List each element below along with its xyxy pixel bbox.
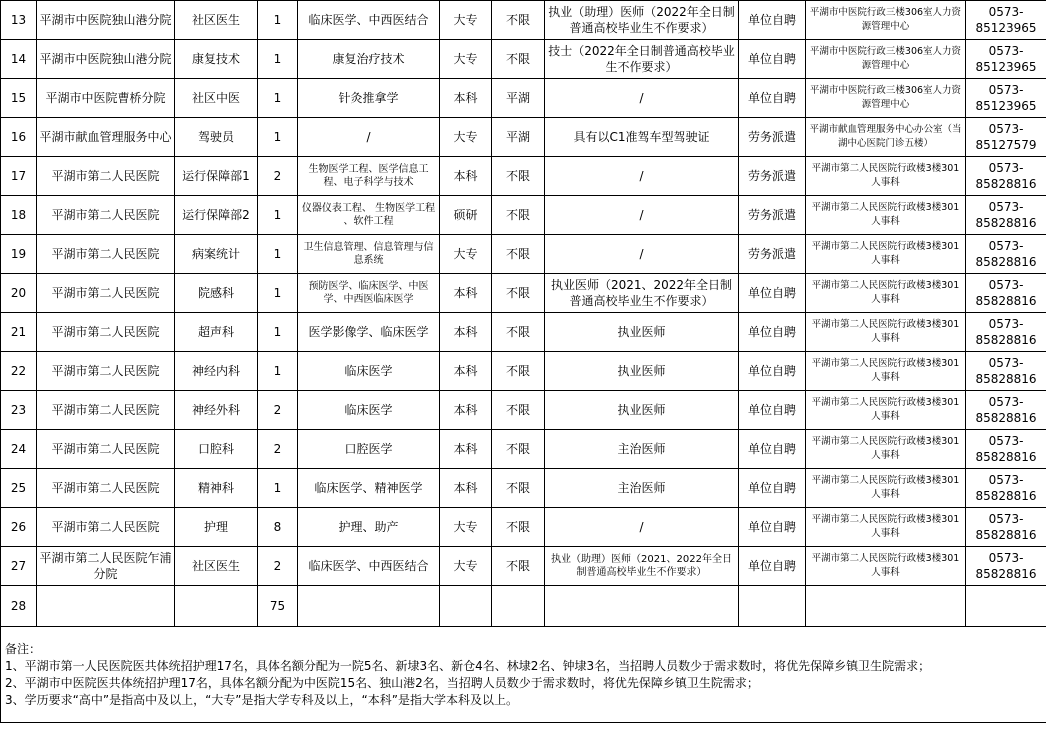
- cell-education: 本科: [440, 469, 492, 508]
- total-empty-cell: [806, 586, 966, 627]
- note-line3: 3、学历要求“高中”是指高中及以上，“大专”是指大学专科及以上，“本科”是指大学本科及以上。: [5, 693, 518, 707]
- cell-recruit-method: 劳务派遣: [739, 196, 806, 235]
- cell-unit: 平湖市中医院独山港分院: [37, 1, 175, 40]
- cell-hukou: 不限: [492, 430, 545, 469]
- cell-hukou: 平湖: [492, 118, 545, 157]
- cell-no: 15: [1, 79, 37, 118]
- cell-hukou: 不限: [492, 547, 545, 586]
- cell-major: 预防医学、临床医学、中医学、中西医临床医学: [298, 274, 440, 313]
- cell-phone: 0573-85123965: [966, 79, 1046, 118]
- cell-post: 康复技术: [175, 40, 258, 79]
- cell-other-requirements: /: [545, 157, 739, 196]
- cell-post: 院感科: [175, 274, 258, 313]
- cell-post: 驾驶员: [175, 118, 258, 157]
- cell-other-requirements: 执业（助理）医师（2022年全日制普通高校毕业生不作要求）: [545, 1, 739, 40]
- cell-major: 口腔医学: [298, 430, 440, 469]
- cell-recruit-method: 单位自聘: [739, 40, 806, 79]
- cell-recruit-method: 单位自聘: [739, 508, 806, 547]
- cell-phone: 0573-85127579: [966, 118, 1046, 157]
- cell-contact-address: 平湖市第二人民医院行政楼3楼301人事科: [806, 547, 966, 586]
- cell-hukou: 不限: [492, 508, 545, 547]
- cell-major: 卫生信息管理、信息管理与信息系统: [298, 235, 440, 274]
- cell-hukou: 不限: [492, 1, 545, 40]
- cell-count: 1: [258, 79, 298, 118]
- cell-post: 护理: [175, 508, 258, 547]
- table-row: [1, 235, 1046, 274]
- cell-other-requirements: /: [545, 196, 739, 235]
- cell-major: 护理、助产: [298, 508, 440, 547]
- cell-contact-address: 平湖市中医院行政三楼306室人力资源管理中心: [806, 1, 966, 40]
- total-count: 75: [258, 586, 298, 627]
- cell-no: 16: [1, 118, 37, 157]
- cell-contact-address: 平湖市第二人民医院行政楼3楼301人事科: [806, 274, 966, 313]
- cell-contact-address: 平湖市献血管理服务中心办公室（当湖中心医院门诊五楼）: [806, 118, 966, 157]
- notes-cell: [1, 627, 1046, 723]
- table-row: [1, 1, 1046, 40]
- cell-no: 17: [1, 157, 37, 196]
- cell-phone: 0573-85828816: [966, 352, 1046, 391]
- cell-education: 大专: [440, 118, 492, 157]
- cell-other-requirements: /: [545, 235, 739, 274]
- cell-contact-address: 平湖市第二人民医院行政楼3楼301人事科: [806, 157, 966, 196]
- cell-unit: 平湖市第二人民医院乍浦分院: [37, 547, 175, 586]
- cell-contact-address: 平湖市中医院行政三楼306室人力资源管理中心: [806, 40, 966, 79]
- cell-post: 运行保障部1: [175, 157, 258, 196]
- cell-contact-address: 平湖市中医院行政三楼306室人力资源管理中心: [806, 79, 966, 118]
- cell-unit: 平湖市第二人民医院: [37, 196, 175, 235]
- cell-major: 医学影像学、临床医学: [298, 313, 440, 352]
- cell-post: 精神科: [175, 469, 258, 508]
- cell-hukou: 不限: [492, 40, 545, 79]
- cell-major: 临床医学、中西医结合: [298, 1, 440, 40]
- cell-post: 社区医生: [175, 547, 258, 586]
- cell-recruit-method: 劳务派遣: [739, 157, 806, 196]
- notes-row: [1, 627, 1046, 723]
- cell-phone: 0573-85828816: [966, 313, 1046, 352]
- cell-recruit-method: 单位自聘: [739, 469, 806, 508]
- cell-other-requirements: 执业（助理）医师（2021、2022年全日制普通高校毕业生不作要求）: [545, 547, 739, 586]
- cell-count: 1: [258, 313, 298, 352]
- cell-contact-address: 平湖市第二人民医院行政楼3楼301人事科: [806, 391, 966, 430]
- cell-recruit-method: 单位自聘: [739, 79, 806, 118]
- cell-post: 运行保障部2: [175, 196, 258, 235]
- cell-education: 本科: [440, 313, 492, 352]
- table-row: [1, 352, 1046, 391]
- cell-recruit-method: 单位自聘: [739, 313, 806, 352]
- cell-unit: 平湖市第二人民医院: [37, 430, 175, 469]
- cell-hukou: 不限: [492, 313, 545, 352]
- cell-education: 大专: [440, 235, 492, 274]
- cell-contact-address: 平湖市第二人民医院行政楼3楼301人事科: [806, 469, 966, 508]
- cell-other-requirements: /: [545, 79, 739, 118]
- table-row: [1, 469, 1046, 508]
- cell-no: 27: [1, 547, 37, 586]
- cell-other-requirements: 执业医师（2021、2022年全日制普通高校毕业生不作要求）: [545, 274, 739, 313]
- total-empty-cell: [175, 586, 258, 627]
- total-empty-cell: [492, 586, 545, 627]
- table-row: [1, 430, 1046, 469]
- cell-count: 1: [258, 118, 298, 157]
- cell-major: 临床医学、中西医结合: [298, 547, 440, 586]
- cell-education: 本科: [440, 352, 492, 391]
- cell-hukou: 不限: [492, 274, 545, 313]
- cell-hukou: 不限: [492, 469, 545, 508]
- table-row: [1, 40, 1046, 79]
- cell-contact-address: 平湖市第二人民医院行政楼3楼301人事科: [806, 235, 966, 274]
- cell-other-requirements: 主治医师: [545, 430, 739, 469]
- table-row: [1, 118, 1046, 157]
- table-row: [1, 79, 1046, 118]
- total-row: [1, 586, 1046, 627]
- cell-no: 21: [1, 313, 37, 352]
- cell-unit: 平湖市第二人民医院: [37, 508, 175, 547]
- cell-recruit-method: 单位自聘: [739, 352, 806, 391]
- table-row: [1, 313, 1046, 352]
- cell-unit: 平湖市献血管理服务中心: [37, 118, 175, 157]
- cell-other-requirements: /: [545, 508, 739, 547]
- table-row: [1, 547, 1046, 586]
- cell-major: /: [298, 118, 440, 157]
- cell-education: 本科: [440, 157, 492, 196]
- note-line2: 2、平湖市中医院医共体统招护理17名，具体名额分配为中医院15名、独山港2名，当招聘人员数少于需求数时，将优先保障乡镇卫生院需求；: [5, 676, 759, 690]
- cell-phone: 0573-85828816: [966, 508, 1046, 547]
- cell-education: 本科: [440, 274, 492, 313]
- cell-other-requirements: 主治医师: [545, 469, 739, 508]
- cell-phone: 0573-85828816: [966, 274, 1046, 313]
- table-row: [1, 157, 1046, 196]
- cell-major: 针灸推拿学: [298, 79, 440, 118]
- cell-post: 超声科: [175, 313, 258, 352]
- total-empty-cell: [440, 586, 492, 627]
- note-title: 备注：: [5, 642, 42, 656]
- cell-recruit-method: 劳务派遣: [739, 118, 806, 157]
- cell-contact-address: 平湖市第二人民医院行政楼3楼301人事科: [806, 196, 966, 235]
- cell-no: 25: [1, 469, 37, 508]
- note-line1: 1、平湖市第一人民医院医共体统招护理17名，具体名额分配为一院5名、新埭3名、新仓4名、林埭2名、钟埭3名，当招聘人员数少于需求数时，将优先保障乡镇卫生院需求；: [5, 659, 931, 673]
- table-row: [1, 196, 1046, 235]
- table-row: [1, 508, 1046, 547]
- cell-hukou: 不限: [492, 391, 545, 430]
- total-no: 28: [1, 586, 37, 627]
- cell-hukou: 不限: [492, 235, 545, 274]
- cell-phone: 0573-85123965: [966, 1, 1046, 40]
- cell-education: 硕研: [440, 196, 492, 235]
- cell-recruit-method: 单位自聘: [739, 1, 806, 40]
- cell-count: 1: [258, 40, 298, 79]
- cell-major: 生物医学工程、医学信息工程、电子科学与技术: [298, 157, 440, 196]
- cell-post: 口腔科: [175, 430, 258, 469]
- cell-major: 临床医学、精神医学: [298, 469, 440, 508]
- cell-unit: 平湖市第二人民医院: [37, 157, 175, 196]
- cell-phone: 0573-85828816: [966, 196, 1046, 235]
- cell-major: 临床医学: [298, 352, 440, 391]
- cell-education: 本科: [440, 430, 492, 469]
- cell-post: 社区医生: [175, 1, 258, 40]
- cell-other-requirements: 执业医师: [545, 352, 739, 391]
- cell-major: 临床医学: [298, 391, 440, 430]
- cell-other-requirements: 执业医师: [545, 313, 739, 352]
- cell-count: 2: [258, 157, 298, 196]
- cell-unit: 平湖市中医院独山港分院: [37, 40, 175, 79]
- cell-no: 13: [1, 1, 37, 40]
- cell-count: 2: [258, 547, 298, 586]
- cell-contact-address: 平湖市第二人民医院行政楼3楼301人事科: [806, 430, 966, 469]
- cell-no: 19: [1, 235, 37, 274]
- total-empty-cell: [966, 586, 1046, 627]
- cell-unit: 平湖市第二人民医院: [37, 391, 175, 430]
- cell-unit: 平湖市第二人民医院: [37, 235, 175, 274]
- cell-count: 1: [258, 1, 298, 40]
- cell-hukou: 不限: [492, 352, 545, 391]
- cell-count: 1: [258, 235, 298, 274]
- cell-recruit-method: 劳务派遣: [739, 235, 806, 274]
- cell-no: 26: [1, 508, 37, 547]
- cell-post: 社区中医: [175, 79, 258, 118]
- cell-education: 大专: [440, 1, 492, 40]
- cell-no: 18: [1, 196, 37, 235]
- cell-unit: 平湖市第二人民医院: [37, 313, 175, 352]
- cell-education: 本科: [440, 391, 492, 430]
- total-empty-cell: [37, 586, 175, 627]
- cell-other-requirements: 执业医师: [545, 391, 739, 430]
- cell-phone: 0573-85828816: [966, 235, 1046, 274]
- cell-recruit-method: 单位自聘: [739, 547, 806, 586]
- cell-count: 8: [258, 508, 298, 547]
- cell-post: 病案统计: [175, 235, 258, 274]
- cell-contact-address: 平湖市第二人民医院行政楼3楼301人事科: [806, 313, 966, 352]
- cell-no: 24: [1, 430, 37, 469]
- cell-major: 康复治疗技术: [298, 40, 440, 79]
- cell-unit: 平湖市第二人民医院: [37, 274, 175, 313]
- cell-unit: 平湖市第二人民医院: [37, 352, 175, 391]
- cell-count: 1: [258, 196, 298, 235]
- cell-recruit-method: 单位自聘: [739, 274, 806, 313]
- total-empty-cell: [739, 586, 806, 627]
- cell-post: 神经外科: [175, 391, 258, 430]
- total-empty-cell: [298, 586, 440, 627]
- cell-other-requirements: 技士（2022年全日制普通高校毕业生不作要求）: [545, 40, 739, 79]
- cell-phone: 0573-85828816: [966, 547, 1046, 586]
- cell-no: 20: [1, 274, 37, 313]
- cell-contact-address: 平湖市第二人民医院行政楼3楼301人事科: [806, 352, 966, 391]
- cell-phone: 0573-85828816: [966, 430, 1046, 469]
- table-body: [1, 1, 1046, 723]
- cell-post: 神经内科: [175, 352, 258, 391]
- cell-hukou: 不限: [492, 157, 545, 196]
- cell-count: 2: [258, 430, 298, 469]
- cell-hukou: 不限: [492, 196, 545, 235]
- cell-contact-address: 平湖市第二人民医院行政楼3楼301人事科: [806, 508, 966, 547]
- cell-recruit-method: 单位自聘: [739, 430, 806, 469]
- cell-education: 大专: [440, 40, 492, 79]
- cell-education: 大专: [440, 547, 492, 586]
- cell-count: 1: [258, 469, 298, 508]
- cell-recruit-method: 单位自聘: [739, 391, 806, 430]
- cell-no: 23: [1, 391, 37, 430]
- cell-count: 1: [258, 274, 298, 313]
- cell-phone: 0573-85828816: [966, 157, 1046, 196]
- cell-no: 22: [1, 352, 37, 391]
- cell-major: 仪器仪表工程、 生物医学工程 、软件工程: [298, 196, 440, 235]
- cell-phone: 0573-85123965: [966, 40, 1046, 79]
- cell-unit: 平湖市中医院曹桥分院: [37, 79, 175, 118]
- cell-unit: 平湖市第二人民医院: [37, 469, 175, 508]
- cell-phone: 0573-85828816: [966, 391, 1046, 430]
- cell-phone: 0573-85828816: [966, 469, 1046, 508]
- cell-other-requirements: 具有以C1准驾车型驾驶证: [545, 118, 739, 157]
- total-empty-cell: [545, 586, 739, 627]
- table-row: [1, 391, 1046, 430]
- cell-hukou: 平湖: [492, 79, 545, 118]
- cell-education: 大专: [440, 508, 492, 547]
- cell-no: 14: [1, 40, 37, 79]
- cell-count: 2: [258, 391, 298, 430]
- cell-count: 1: [258, 352, 298, 391]
- cell-education: 本科: [440, 79, 492, 118]
- table-row: [1, 274, 1046, 313]
